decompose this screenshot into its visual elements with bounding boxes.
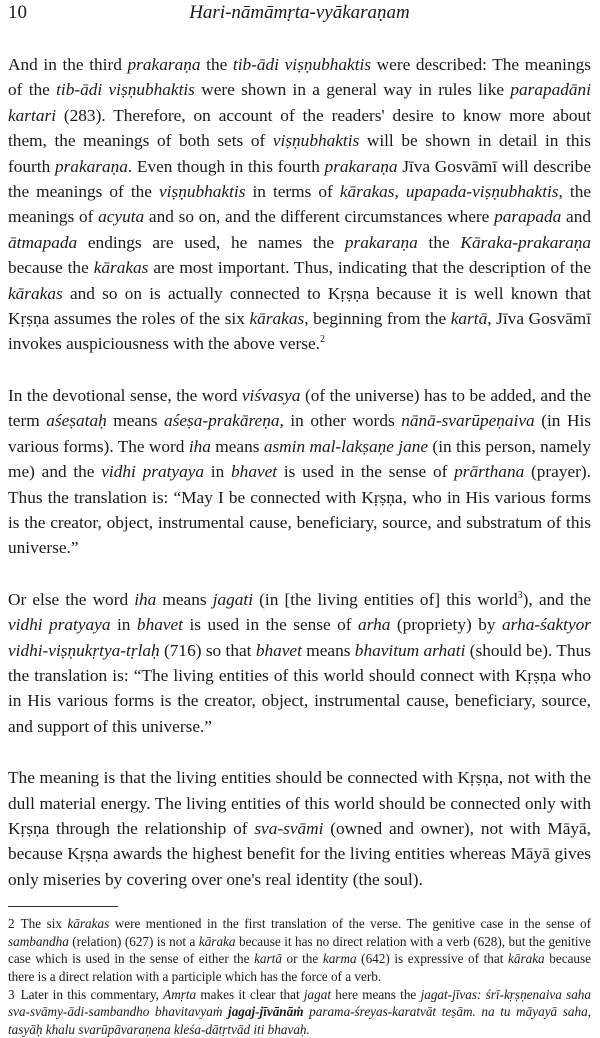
text-run: (in [the living entities of] this world xyxy=(253,589,518,609)
italic-term: jagati xyxy=(212,589,254,609)
text-run: were described: The meanings of the xyxy=(8,55,591,100)
italic-term: sambandha xyxy=(8,933,69,949)
italic-term: jagat-jīvas: śrī-kṛṣṇenaiva saha sva-svāmy-ādi-sambandho bhavitavyaṁ xyxy=(8,986,591,1020)
text-run: . Even though in this fourth xyxy=(127,156,325,176)
text-run: ), and the xyxy=(522,589,592,609)
paragraph-4 xyxy=(8,765,591,892)
text-run: (should be). Thus the translation is: “The living entities of this world should connect with Kṛṣṇa who in His various forms is the creator, object, instrumental cause, beneficiary, source, and support of this universe.” xyxy=(8,640,591,736)
italic-term: aśeṣa-prakāreṇa, xyxy=(163,411,284,431)
text-run: is used in the sense of xyxy=(183,615,359,635)
italic-term: aśeṣataḥ xyxy=(46,411,107,431)
italic-term: sva-svāmi xyxy=(254,818,324,838)
italic-term: bhavet xyxy=(231,462,278,482)
text-run: , Jīva Gosvāmī invokes auspiciousness with the above verse. xyxy=(8,309,591,354)
text-run: the xyxy=(200,55,233,74)
page-number: 10 xyxy=(8,2,27,23)
text-run: are most important. Thus, indicating that the description of the xyxy=(148,258,591,278)
text-run: (of the universe) has to be added, and the term xyxy=(8,385,591,431)
text-run: is used in the sense of xyxy=(277,462,455,482)
footnote-ref: 2 xyxy=(319,334,325,346)
text-run: , beginning from the xyxy=(304,309,451,329)
paragraph-2 xyxy=(8,383,591,561)
italic-term: tib-ādi viṣṇubhaktis xyxy=(232,55,372,74)
italic-bold-term: jagaj-jīvānāṁ xyxy=(228,1004,304,1020)
text-run: in other words xyxy=(283,411,402,431)
italic-term: bhavet xyxy=(136,615,183,635)
italic-term: asmin mal-lakṣaṇe jane xyxy=(263,436,429,456)
text-run: Or else the word xyxy=(8,589,135,609)
text-run: Jīva Gosvāmī will describe the meanings of the xyxy=(8,156,591,202)
footnote-number: 2 xyxy=(8,916,15,932)
text-run: and so on, and the different circumstances where xyxy=(144,207,495,227)
text-run: , the meanings of xyxy=(8,182,592,227)
text-run: The meaning is that the living entities should be connected with Kṛṣṇa, not with the dull material energy. The living entities of this world should be connected only with Kṛṣṇa through the relationship of xyxy=(8,768,591,838)
text-run: means xyxy=(156,589,213,609)
italic-term: arha xyxy=(358,615,391,635)
footnote-text xyxy=(8,916,591,984)
italic-term: kāraka xyxy=(508,951,545,967)
italic-term: Amṛta xyxy=(163,986,197,1002)
italic-term: kartā xyxy=(450,309,488,329)
text-run: because the xyxy=(8,258,94,278)
italic-term: jagat xyxy=(303,986,331,1002)
text-run: were mentioned in the first translation of the verse. The genitive case in the sense of xyxy=(109,916,591,932)
footnote-text xyxy=(8,987,591,1037)
text-run: (716) so that xyxy=(159,640,256,660)
italic-term: bhavet xyxy=(255,640,302,660)
italic-term: kārakas xyxy=(67,916,110,932)
italic-term: kārakas, upapada-viṣṇubhaktis xyxy=(339,182,559,202)
italic-term: kāraka xyxy=(198,933,236,949)
italic-term: iha xyxy=(188,436,211,456)
italic-term: parapadāni kartari xyxy=(8,80,591,125)
italic-term: karma xyxy=(322,951,357,967)
italic-term: acyuta xyxy=(98,207,145,227)
footnotes xyxy=(8,915,591,1038)
italic-term: bhavitum arhati xyxy=(354,640,466,660)
text-run: in xyxy=(110,615,137,635)
page-header xyxy=(8,0,591,30)
italic-term: kārakas xyxy=(249,309,305,329)
text-run: in xyxy=(204,462,232,482)
text-run: because there is a direct relation with a participle which has the force of a verb. xyxy=(8,951,592,984)
text-run: (in this person, namely me) and the xyxy=(8,436,591,482)
text-run: means xyxy=(301,640,355,660)
text-run: means xyxy=(106,411,164,431)
italic-term: viṣṇubhaktis xyxy=(272,131,360,151)
text-run: and xyxy=(561,207,591,227)
italic-term: kartā xyxy=(254,951,282,967)
italic-term: Kāraka-prakaraṇa xyxy=(460,232,591,252)
text-run: Later in this commentary, xyxy=(20,986,164,1002)
italic-term: prakaraṇa xyxy=(324,156,398,176)
text-run: were shown in a general way in rules like xyxy=(194,80,511,100)
italic-term: prakaraṇa xyxy=(54,156,128,176)
footnote-number: 3 xyxy=(8,986,15,1002)
italic-term: kārakas xyxy=(93,258,149,278)
italic-term: iha xyxy=(134,589,157,609)
italic-term: vidhi pratyaya xyxy=(101,462,205,482)
running-title: Hari-nāmāmṛta-vyākaraṇam xyxy=(189,2,410,23)
italic-term: vidhi pratyaya xyxy=(8,615,111,635)
text-run: (relation) (627) is not a xyxy=(68,933,199,949)
text-run: The six xyxy=(20,916,68,932)
italic-term: tib-ādi viṣṇubhaktis xyxy=(56,80,195,100)
footnote-ref: 3 xyxy=(517,589,523,601)
italic-term: viṣṇubhaktis xyxy=(159,182,246,202)
text-run: (propriety) by xyxy=(390,615,503,635)
text-run: (642) is expressive of that xyxy=(356,951,509,967)
italic-term: viśvasya xyxy=(241,385,301,405)
italic-term: prakaraṇa xyxy=(127,55,201,74)
text-run: in terms of xyxy=(245,182,340,202)
text-run: will be shown in detail in this fourth xyxy=(8,131,591,176)
italic-term: prakaraṇa xyxy=(344,232,418,252)
paragraph-3 xyxy=(8,587,591,739)
text-run: And in the third xyxy=(8,55,128,74)
text-run: endings are used, he names the xyxy=(77,232,345,252)
text-run: or the xyxy=(281,951,323,967)
footnote-3 xyxy=(8,986,591,1038)
italic-term: arha-śaktyor vidhi-viṣṇukṛtya-tṛlaḥ xyxy=(8,615,591,660)
text-run: here means the xyxy=(330,986,421,1002)
italic-term: parama-śreyas-karatvāt teṣām. na tu māyayā saha, tasyāḥ khalu svarūpāvaraṇena kleśa-dātṛtvād iti bhavaḥ. xyxy=(8,1004,591,1037)
italic-term: parapada xyxy=(494,207,562,227)
text-run: (in His various forms). The word xyxy=(8,411,591,456)
body-text xyxy=(8,52,591,892)
footnote-2 xyxy=(8,915,591,985)
text-run: and so on is actually connected to Kṛṣṇa because it is well known that Kṛṣṇa assumes the roles of the six xyxy=(8,283,591,329)
footnote-divider xyxy=(8,906,118,907)
text-run: because it has no direct relation with a verb (628), but the genitive case which is used in the sense of either the xyxy=(8,933,591,967)
text-run: (owned and owner), not with Māyā, because Kṛṣṇa awards the highest benefit for the living entities whereas Māyā gives only miseries by covering over one's real identity (the soul). xyxy=(8,818,591,889)
italic-term: kārakas xyxy=(8,283,63,303)
text-run: the xyxy=(417,232,461,252)
text-run: In the devotional sense, the word xyxy=(8,385,242,405)
italic-term: ātmapada xyxy=(8,232,78,252)
italic-term: prārthana xyxy=(454,462,525,482)
text-run: (283). Therefore, on account of the readers' desire to know more about them, the meanings of both sets of xyxy=(8,105,591,151)
text-run: makes it clear that xyxy=(196,986,304,1002)
text-run: (prayer). Thus the translation is: “May I be connected with Kṛṣṇa, who in His various forms is the creator, object, instrumental cause, beneficiary, source, and substratum of this universe.” xyxy=(8,462,591,558)
italic-term: nānā-svarūpeṇaiva xyxy=(401,411,535,431)
text-run: means xyxy=(210,436,264,456)
paragraph-1 xyxy=(8,52,591,357)
